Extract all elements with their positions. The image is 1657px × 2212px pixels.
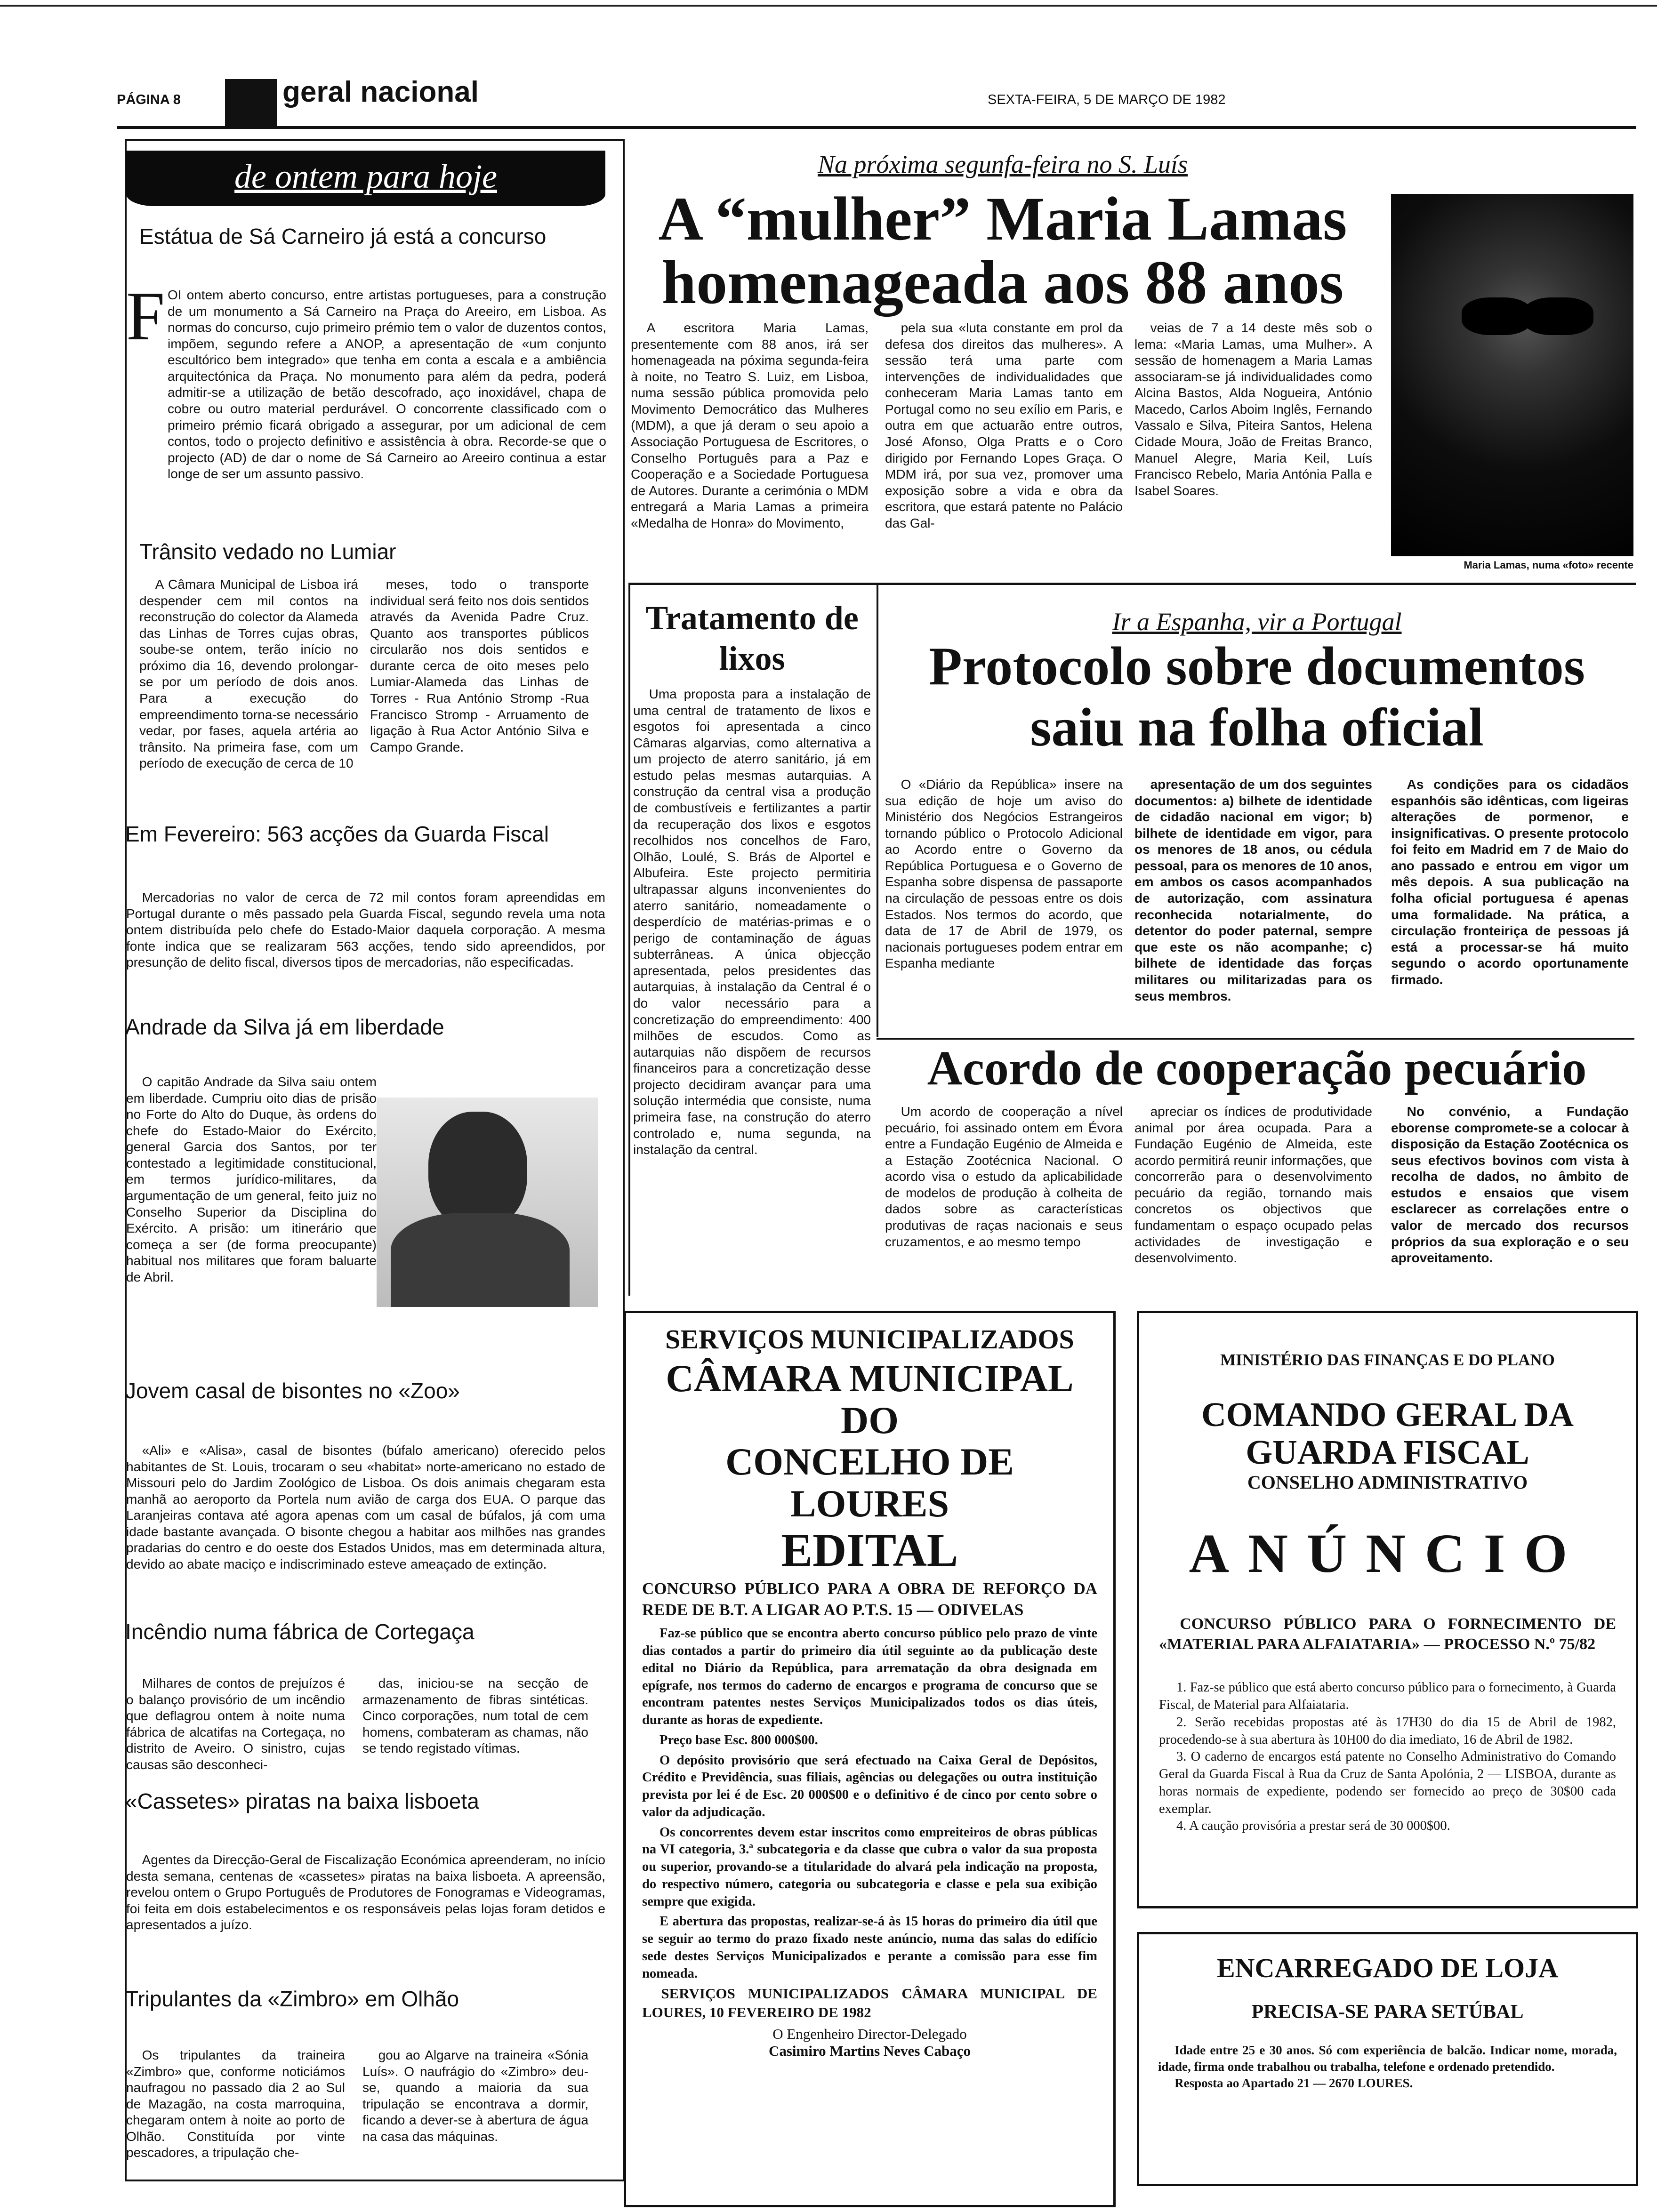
headline: Tratamento de lixos	[645, 599, 859, 678]
story-title: Andrade da Silva já em liberdade	[125, 1015, 444, 1039]
ad-encarregado	[1137, 1932, 1638, 2186]
ad-paragraph: 3. O caderno de encargos está patente no Conselho Administrativo do Comando Geral da Guarda Fiscal à Rua da Cruz de Santa Apolónia, 2 — LISBOA, durante as horas normais de expediente, podendo ser fornecido ao preço de 30$00 cada exemplar.	[1159, 1749, 1616, 1816]
ad-paragraph: SERVIÇOS MUNICIPALIZADOS CÂMARA MUNICIPAL DE LOURES, 10 FEVEREIRO DE 1982	[642, 1985, 1097, 2021]
ad-paragraph: 1. Faz-se público que está aberto concurso público para o fornecimento, à Guarda Fiscal, de Material para Alfaiataria.	[1159, 1680, 1616, 1713]
story-title: Trânsito vedado no Lumiar	[139, 539, 396, 564]
ad-paragraph: O depósito provisório que será efectuado na Caixa Geral de Depósitos, Crédito e Previdência, suas filiais, agências ou delegações ou outra instituição prevista por lei é de Esc. 20 000$00 e o definitivo é de cinco por cento sobre o valor da adjudicação.	[642, 1753, 1097, 1819]
ad-heading: CONCELHO DE LOURES	[725, 1440, 1014, 1525]
story-body	[126, 278, 606, 553]
story-text: No convénio, a Fundação eborense compromete-se a colocar à disposição da Estação Zootécnica os seus efectivos bovinos com vista à recolha de dados, no âmbito de estudos e ensaios que visem esclarecer as correlações entre o valor de mercado dos recursos próprios da sua exploração e o seu aproveitamento.	[1391, 1104, 1629, 1266]
column-banner-text: de ontem para hoje	[234, 158, 497, 195]
ad-paragraph: Faz-se público que se encontra aberto concurso público pelo prazo de vinte dias contados a partir do primeiro dia útil seguinte ao da publicação deste edital no Diário da República, para arrematação da obra designada em epígrafe, nos termos do caderno de encargos e programa de concurso que se encontram patentes nestes Serviços Municipalizados todos os dias úteis, durante as horas de expediente.	[642, 1626, 1097, 1728]
photo-glasses	[1462, 297, 1532, 335]
column-rule	[628, 585, 630, 1296]
ad-signature: O Engenheiro Director-Delegado	[772, 2026, 967, 2043]
story-text: Milhares de contos de prejuízos é o balanço provisório de um incêndio que deflagrou ontem à noite numa fábrica de alcatifas na Cortegaça, no distrito de Aveiro. O sinistro, cujas causas são desconheci-	[126, 1676, 345, 1772]
story-title: Tripulantes da «Zimbro» em Olhão	[125, 1987, 459, 2011]
story-text: Agentes da Direcção-Geral de Fiscalização Económica apreenderam, no início desta semana, centenas de «cassetes» piratas na baixa lisboeta. A apreensão, revelou ontem o Grupo Português de Produtores de Fonogramas e Videogramas, foi feita em dois estabelecimentos e os responsáveis pelas lojas foram detidos e apresentados a juízo.	[126, 1852, 605, 1932]
story-title: Em Fevereiro: 563 acções da Guarda Fiscal	[125, 822, 549, 846]
headline: A “mulher” Maria Lamas	[658, 184, 1347, 253]
story-text: O «Diário da República» insere na sua edição de hoje um aviso do Ministério dos Negócios Estrangeiros tornando público o Protocolo Adicional ao Acordo entre o Governo da República Portuguesa e o Governo de Espanha sobre dispensa de passaporte na circulação de pessoas entre os dois Estados. Nos termos do acordo, que data de 17 de Abril de 1979, os nacionais portugueses podem entrar em Espanha mediante	[885, 777, 1123, 971]
header-rule	[117, 126, 1636, 129]
drop-cap: F	[126, 278, 165, 355]
story-title: «Cassetes» piratas na baixa lisboeta	[125, 1789, 479, 1813]
section-title: geral nacional	[282, 76, 479, 108]
kicker: Ir a Espanha, vir a Portugal	[1112, 608, 1402, 636]
story-text: A escritora Maria Lamas, presentemente com 88 anos, irá ser homenageada na póxima segunda-feira à noite, no Teatro S. Luiz, em Lisboa, numa sessão pública promovida pelo Movimento Democrático das Mulheres (MDM), a que já deram o seu apoio a Associação Portuguesa de Escritores, o Conselho Português para a Paz e Cooperação e a Sociedade Portuguesa de Autores. Durante a cerimónia o MDM entregará a Maria Lamas a primeira «Medalha de Honra» do Movimento,	[631, 321, 869, 530]
headline: Acordo de cooperação pecuário	[927, 1041, 1587, 1095]
ad-heading: PRECISA-SE PARA SETÚBAL	[1251, 2001, 1524, 2023]
andrade-photo	[377, 1098, 598, 1307]
story-text: OI ontem aberto concurso, entre artistas portugueses, para a construção de um monumento a Sá Carneiro na Praça do Areeiro, em Lisboa. As normas do concurso, cujo primeiro prémio tem o valor de duzentos contos, impõem, segundo refere a ANOP, a apresentação de «um conjunto escultórico bem integrado» que tenha em conta a escala e a ambiência arquitectónica da Praça. No monumento para além da pedra, poderá admitir-se a utilização de betão descofrado, aço inoxidável, chapa de cobre ou outro material perdurável. O concorrente classificado com o primeiro prémio ficará obrigado a assegurar, por um adicional de cem contos, todo o projecto definitivo e assistência à obra. Recorde-se que o projecto (AD) de dar o nome de Sá Carneiro ao Areeiro continua a estar longe de ser um assunto passivo.	[168, 288, 606, 481]
story-text: Uma proposta para a instalação de uma central de tratamento de lixos e esgotos foi apresentada a cinco Câmaras algarvias, como alternativa a um projecto de aterro sanitário, já em estudo pelas mesmas autarquias. A construção da central visa a produção de combustíveis e fertilizantes a partir da recuperação dos lixos e esgotos recolhidos nos concelhos de Faro, Olhão, Loulé, S. Brás de Alportel e Albufeira. Este projecto permitiria ultrapassar alguns inconvenientes do aterro sanitário, nomeadamente o desperdício de matérias-primas e o perigo de contaminação de águas subterrâneas. A única objecção apresentada, pelos presidentes das autarquias, à instalação da Central é o do valor necessário para a concretização do empreendimento: 400 milhões de escudos. Como as autarquias não dispõem de recursos financeiros para a concretização desse projecto decidiram avançar para uma solução intermédia que consiste, numa primeira fase, na construção do aterro controlado e, numa segunda, na instalação da central.	[633, 687, 871, 1157]
maria-lamas-photo	[1391, 194, 1633, 556]
story-text: pela sua «luta constante em prol da defesa dos direitos das mulheres». A sessão terá uma parte com intervenções de individualidades que conheceram Maria Lamas tanto em Portugal como no seu exílio em Paris, e outra em que actuarão entre outros, José Afonso, Olga Pratts e o Coro dirigido por Fernando Lopes Graça. O MDM irá, por sua vez, promover uma exposição sobre a vida e obra da escritora, que estará patente no Palácio das Gal-	[885, 321, 1123, 530]
story-text: Um acordo de cooperação a nível pecuário, foi assinado ontem em Évora entre a Fundação Eugénio de Almeida e a Estação Zootécnica Nacional. O acordo visa o estudo da aplicabilidade de modelos de produção à colheita de dados sobre as características produtivas de raças nacionais e seus cruzamentos, e ao mesmo tempo	[885, 1104, 1123, 1249]
story-title: Estátua de Sá Carneiro já está a concurso	[139, 224, 547, 248]
story-text: Mercadorias no valor de cerca de 72 mil contos foram apreendidas em Portugal durante o mês passado pela Guarda Fiscal, segundo revela uma nota ontem distribuída pelo chefe do Estado-Maior daquela corporação. A mesma fonte indica que se realizaram 563 acções, tendo sido apreendidos, por presunção de delito fiscal, diversos tipos de mercadorias, não especificadas.	[126, 890, 605, 970]
headline: saiu na folha oficial	[1030, 697, 1484, 758]
section-logo	[225, 79, 277, 126]
page-date: SEXTA-FEIRA, 5 DE MARÇO DE 1982	[988, 92, 1226, 107]
ad-heading: CONSELHO ADMINISTRATIVO	[1247, 1471, 1528, 1493]
story-text: das, iniciou-se na secção de armazenamento de fibras sintéticas. Cinco corporações, num total de cem homens, combateram as chamas, não se tendo registado vítimas.	[362, 1676, 588, 1756]
ad-heading: GUARDA FISCAL	[1246, 1433, 1529, 1471]
column-rule	[877, 585, 878, 1037]
headline: Protocolo sobre documentos	[928, 636, 1585, 697]
story-text: Os tripulantes da traineira «Zimbro» que, conforme noticiámos naufragou no passado dia 2 ao Sul de Mazagão, na costa marroquina, chegaram ontem à noite ao porto de Olhão. Constituída por vinte pescadores, a tripulação che-	[126, 2048, 345, 2160]
story-text: O capitão Andrade da Silva saiu ontem em liberdade. Cumpriu oito dias de prisão no Forte do Alto do Duque, às ordens do chefe do Estado-Maior do Exército, general Garcia dos Santos, por ter contestado a legitimidade constitucional, em termos jurídico-militares, da argumentação de um general, feito juiz no Conselho Superior da Disciplina do Exército. A prisão: um itinerário que começa a ser (de forma preocupante) habitual nos militares que foram baluarte de Abril.	[126, 1074, 377, 1284]
story-title: Incêndio numa fábrica de Cortegaça	[125, 1619, 475, 1644]
story-text: meses, todo o transporte individual será feito nos dois sentidos através da Avenida Padre Cruz. Quanto aos transportes públicos circularão nos dois sentidos e durante cerca de oito meses pelo Lumiar-Alameda das Linhas de Torres - Rua António Stromp -Rua Francisco Stromp - Arruamento de ligação à Rua Actor António Silva e Campo Grande.	[370, 577, 589, 754]
ad-paragraph: Idade entre 25 e 30 anos. Só com experiência de balcão. Indicar nome, morada, idade, firma onde trabalhou ou trabalha, telefone e ordenado pretendido.	[1158, 2043, 1617, 2074]
ad-guarda-fiscal	[1137, 1311, 1638, 1908]
ad-heading: ANÚNCIO	[1189, 1522, 1586, 1584]
story-text: veias de 7 a 14 deste mês sob o lema: «Maria Lamas, uma Mulher». A sessão de homenagem a Maria Lamas associaram-se já individualidades como Alcina Bastos, Alda Nogueira, António Macedo, Carlos Aboim Inglês, Fernando Vassalo e Silva, Piteira Santos, Helena Cidade Moura, João de Freitas Branco, Manuel Alegre, Maria Keil, Luís Francisco Rebelo, Maria Antónia Palla e Isabel Soares.	[1134, 321, 1372, 498]
page-number: PÁGINA 8	[117, 92, 181, 107]
headline: homenageada aos 88 anos	[661, 248, 1344, 317]
ad-paragraph: Os concorrentes devem estar inscritos como empreiteiros de obras públicas na VI categoria, 3.ª subcategoria e da classe que cubra o valor da sua proposta ou superior, provando-se a titularidade do alvará pela indicação na proposta, do respectivo número, categoria ou subcategoria e classe e pela sua exibição sempre que exigida.	[642, 1825, 1097, 1909]
story-text: apresentação de um dos seguintes documentos: a) bilhete de identidade de cidadão nacional em vigor; b) bilhete de identidade em vigor, para os menores de 18 anos, ou cédula pessoal, para os menores de 10 anos, em ambos os casos acompanhados de autorização, com assinatura reconhecida notarialmente, do detentor do poder paternal, sempre que este os não acompanhe; c) bilhete de identidade das forças militares ou militarizadas para os seus membros.	[1134, 777, 1372, 1003]
story-title: Jovem casal de bisontes no «Zoo»	[125, 1378, 460, 1403]
ad-subheading: CONCURSO PÚBLICO PARA A OBRA DE REFORÇO DA REDE DE B.T. A LIGAR AO P.T.S. 15 — ODIVELAS	[642, 1579, 1097, 1619]
ad-paragraph: E abertura das propostas, realizar-se-á às 15 horas do primeiro dia útil que se seguir ao termo do prazo fixado neste anúncio, numa das salas do edifício sede destes Serviços Municipalizados e perante a comissão para esse fim nomeada.	[642, 1914, 1097, 1981]
ad-heading: COMANDO GERAL DA	[1201, 1395, 1574, 1434]
ad-paragraph: Preço base Esc. 800 000$00.	[660, 1732, 818, 1747]
ad-heading: ENCARREGADO DE LOJA	[1216, 1953, 1559, 1983]
ad-heading: EDITAL	[781, 1524, 958, 1577]
story-text: gou ao Algarve na traineira «Sónia Luís». O naufrágio do «Zimbro» deu-se, quando a maioria da sua tripulação se encontrava a dormir, ficando a dever-se à abertura de água na casa das máquinas.	[362, 2048, 588, 2144]
ad-heading: MINISTÉRIO DAS FINANÇAS E DO PLANO	[1220, 1351, 1555, 1369]
ad-loures	[624, 1311, 1116, 2207]
ad-paragraph: 2. Serão recebidas propostas até às 17H30 do dia 15 de Abril de 1982, procedendo-se à sua abertura às 10H00 do dia imediato, 16 de Abril de 1982.	[1159, 1715, 1616, 1747]
story-text: As condições para os cidadãos espanhóis são idênticas, com ligeiras alterações de pormenor, e insignificativas. O presente protocolo foi feito em Madrid em 7 de Maio do ano passado e entrou em vigor um mês depois. A sua publicação na folha oficial portuguesa é apenas uma formalidade. Na prática, a circulação fronteiriça de pessoas já está a processar-se há muito segundo o acordo oportunamente firmado.	[1391, 777, 1629, 987]
photo-shoulders	[391, 1213, 570, 1307]
story-text: «Ali» e «Alisa», casal de bisontes (búfalo americano) oferecido pelos habitantes de St. Louis, trocaram o seu «habitat» norte-americano no estado de Missouri pelo do Jardim Zoológico de Lisboa. Os dois animais chegaram esta manhã ao aeroporto da Portela num avião de carga dos EUA. O parque das Laranjeiras contava até agora apenas com um casal de búfalos, já com uma idade bastante avançada. O bisonte chegou a habitar aos milhões nas grandes pradarias do centro e do oeste dos Estados Unidos, mas em determinada altura, devido ao abate maciço e indiscriminado esteve ameaçado de extinção.	[126, 1443, 605, 1572]
ad-heading: SERVIÇOS MUNICIPALIZADOS	[665, 1324, 1074, 1354]
story-text: A Câmara Municipal de Lisboa irá despender cem mil contos na reconstrução do colector da Alameda das Linhas de Torres cujas obras, soube-se ontem, terão início no próximo dia 16, devendo prolongar-se por um período de dois anos. Para a execução do empreendimento torna-se necessário vedar, por fases, aquela artéria ao trânsito. Na primeira fase, com um período de execução de cerca de 10	[139, 577, 358, 771]
ad-signature: Casimiro Martins Neves Cabaço	[768, 2043, 971, 2060]
ad-subheading: CONCURSO PÚBLICO PARA O FORNECIMENTO DE «MATERIAL PARA ALFAIATARIA» — PROCESSO N.º 75/82	[1159, 1615, 1616, 1653]
column-banner	[126, 151, 605, 206]
top-border	[0, 5, 1657, 7]
kicker: Na próxima segunfa-feira no S. Luís	[817, 150, 1188, 178]
story-rule	[628, 583, 1636, 585]
ad-heading: CÂMARA MUNICIPAL DO	[666, 1357, 1074, 1442]
photo-head	[428, 1112, 527, 1229]
story-text: apreciar os índices de produtividade animal por área ocupada. Para a Fundação Eugénio de Almeida, este acordo permitirá reunir informações, que concorrerão para o desenvolvimento pecuário da região, tornando mais concretos os objectivos que fundamentam o espaço ocupado pelas actividades de investigação e desenvolvimento.	[1134, 1104, 1372, 1266]
photo-caption: Maria Lamas, numa «foto» recente	[1464, 559, 1633, 571]
ad-paragraph: 4. A caução provisória a prestar será de 30 000$00.	[1176, 1819, 1450, 1834]
story-rule	[877, 1038, 1634, 1040]
ad-paragraph: Resposta ao Apartado 21 — 2670 LOURES.	[1174, 2076, 1413, 2090]
